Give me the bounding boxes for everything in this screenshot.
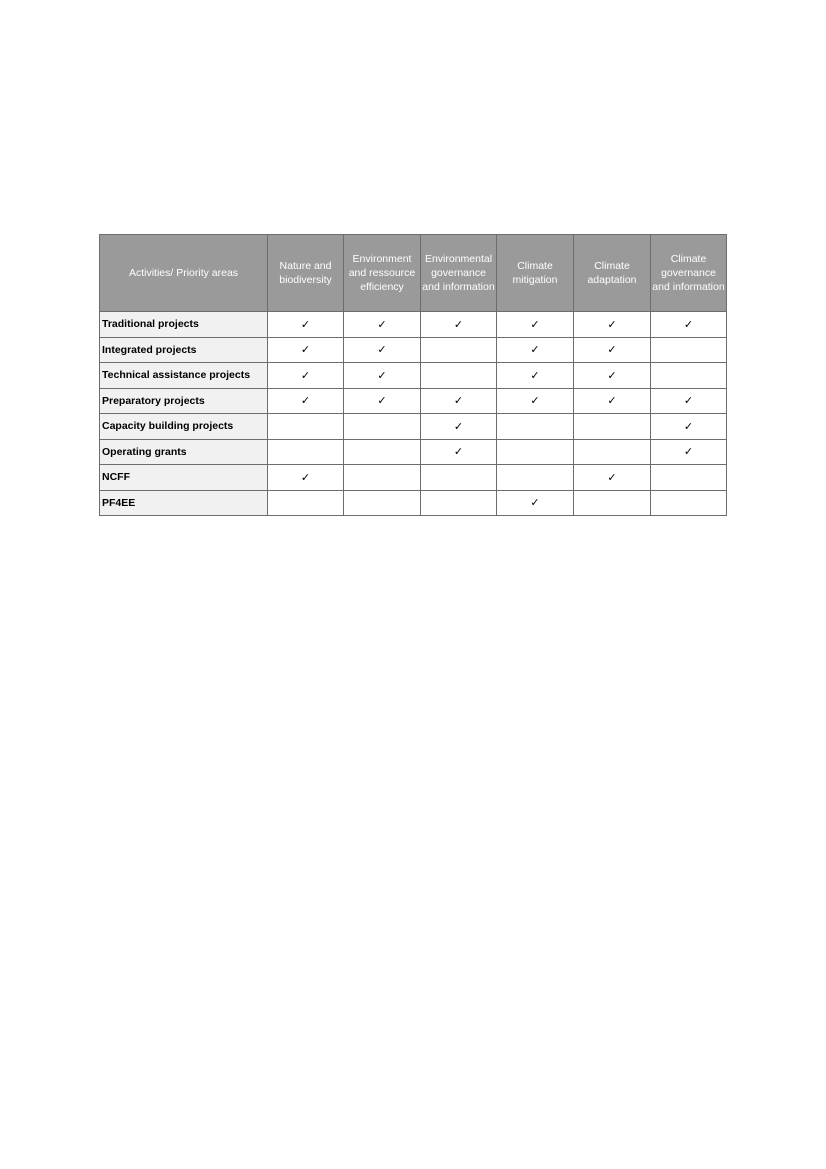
checkmark-cell xyxy=(421,312,497,338)
column-header-label: Climate adaptation xyxy=(587,260,637,286)
row-label: PF4EE xyxy=(100,490,268,516)
checkmark-cell xyxy=(651,388,727,414)
checkmark-icon: ✓ xyxy=(453,445,464,459)
column-header-environment xyxy=(344,235,421,312)
table-header-row xyxy=(100,235,727,312)
empty-cell xyxy=(651,337,727,363)
checkmark-cell xyxy=(344,388,421,414)
checkmark-cell xyxy=(497,490,574,516)
column-header-climate-adaptation xyxy=(574,235,651,312)
checkmark-cell xyxy=(421,414,497,440)
table-row xyxy=(100,414,727,440)
checkmark-icon: ✓ xyxy=(377,343,387,357)
column-header-env-governance xyxy=(421,235,497,312)
empty-cell xyxy=(344,414,421,440)
checkmark-cell xyxy=(574,465,651,491)
checkmark-cell xyxy=(268,465,344,491)
checkmark-cell xyxy=(574,363,651,389)
column-header-climate-mitigation xyxy=(497,235,574,312)
empty-cell xyxy=(268,439,344,465)
checkmark-icon: ✓ xyxy=(453,317,464,331)
empty-cell xyxy=(421,337,497,363)
row-label: Traditional projects xyxy=(100,312,268,338)
row-label: Preparatory projects xyxy=(100,388,268,414)
checkmark-icon: ✓ xyxy=(300,343,311,357)
checkmark-cell xyxy=(497,388,574,414)
checkmark-icon: ✓ xyxy=(300,470,311,484)
table-row xyxy=(100,312,727,338)
checkmark-icon: ✓ xyxy=(300,317,311,331)
empty-cell xyxy=(497,414,574,440)
empty-cell xyxy=(421,363,497,389)
checkmark-cell xyxy=(344,337,421,363)
checkmark-icon: ✓ xyxy=(377,317,387,331)
checkmark-cell xyxy=(268,388,344,414)
table-body xyxy=(100,312,727,516)
checkmark-icon: ✓ xyxy=(530,368,540,382)
empty-cell xyxy=(421,465,497,491)
column-header-nature xyxy=(268,235,344,312)
checkmark-icon: ✓ xyxy=(530,496,540,510)
empty-cell xyxy=(268,490,344,516)
checkmark-icon: ✓ xyxy=(607,394,617,408)
empty-cell xyxy=(574,490,651,516)
empty-cell xyxy=(497,465,574,491)
checkmark-icon: ✓ xyxy=(377,368,387,382)
checkmark-icon: ✓ xyxy=(453,419,464,433)
corner-header-label: Activities/ Priority areas xyxy=(128,267,239,279)
checkmark-cell xyxy=(497,337,574,363)
checkmark-icon: ✓ xyxy=(607,317,617,331)
table-row xyxy=(100,363,727,389)
checkmark-cell xyxy=(268,337,344,363)
checkmark-cell xyxy=(574,337,651,363)
empty-cell xyxy=(651,465,727,491)
checkmark-icon: ✓ xyxy=(683,419,694,433)
checkmark-icon: ✓ xyxy=(453,394,464,408)
checkmark-cell xyxy=(268,312,344,338)
column-header-label: Environment and ressource efficiency xyxy=(348,253,416,293)
checkmark-icon: ✓ xyxy=(530,343,540,357)
empty-cell xyxy=(651,490,727,516)
row-label: Capacity building projects xyxy=(100,414,268,440)
empty-cell xyxy=(497,439,574,465)
table-row xyxy=(100,490,727,516)
checkmark-icon: ✓ xyxy=(683,394,694,408)
empty-cell xyxy=(344,490,421,516)
column-header-climate-governance xyxy=(651,235,727,312)
empty-cell xyxy=(574,414,651,440)
table-row xyxy=(100,388,727,414)
checkmark-cell xyxy=(268,363,344,389)
checkmark-icon: ✓ xyxy=(683,317,694,331)
checkmark-cell xyxy=(497,363,574,389)
row-label: Integrated projects xyxy=(100,337,268,363)
row-label: Operating grants xyxy=(100,439,268,465)
priority-areas-table xyxy=(99,234,727,516)
row-label: NCFF xyxy=(100,465,268,491)
column-header-label: Nature and biodiversity xyxy=(279,260,332,286)
column-header-label: Environmental governance and information xyxy=(422,253,495,293)
checkmark-cell xyxy=(497,312,574,338)
empty-cell xyxy=(344,439,421,465)
empty-cell xyxy=(421,490,497,516)
table-row xyxy=(100,337,727,363)
checkmark-icon: ✓ xyxy=(300,394,311,408)
checkmark-cell xyxy=(421,439,497,465)
empty-cell xyxy=(344,465,421,491)
checkmark-icon: ✓ xyxy=(530,317,540,331)
checkmark-icon: ✓ xyxy=(530,394,540,408)
checkmark-cell xyxy=(344,363,421,389)
checkmark-icon: ✓ xyxy=(607,368,617,382)
table-row xyxy=(100,439,727,465)
column-header-label: Climate mitigation xyxy=(512,260,558,286)
empty-cell xyxy=(574,439,651,465)
checkmark-icon: ✓ xyxy=(683,445,694,459)
checkmark-cell xyxy=(651,312,727,338)
checkmark-icon: ✓ xyxy=(300,368,311,382)
checkmark-cell xyxy=(651,414,727,440)
empty-cell xyxy=(651,363,727,389)
corner-header xyxy=(100,235,268,312)
column-header-label: Climate governance and information xyxy=(652,253,725,293)
empty-cell xyxy=(268,414,344,440)
checkmark-cell xyxy=(344,312,421,338)
table-row xyxy=(100,465,727,491)
checkmark-icon: ✓ xyxy=(607,343,617,357)
checkmark-cell xyxy=(574,312,651,338)
checkmark-icon: ✓ xyxy=(607,470,617,484)
row-label: Technical assistance projects xyxy=(100,363,268,389)
checkmark-icon: ✓ xyxy=(377,394,387,408)
checkmark-cell xyxy=(651,439,727,465)
checkmark-cell xyxy=(421,388,497,414)
checkmark-cell xyxy=(574,388,651,414)
